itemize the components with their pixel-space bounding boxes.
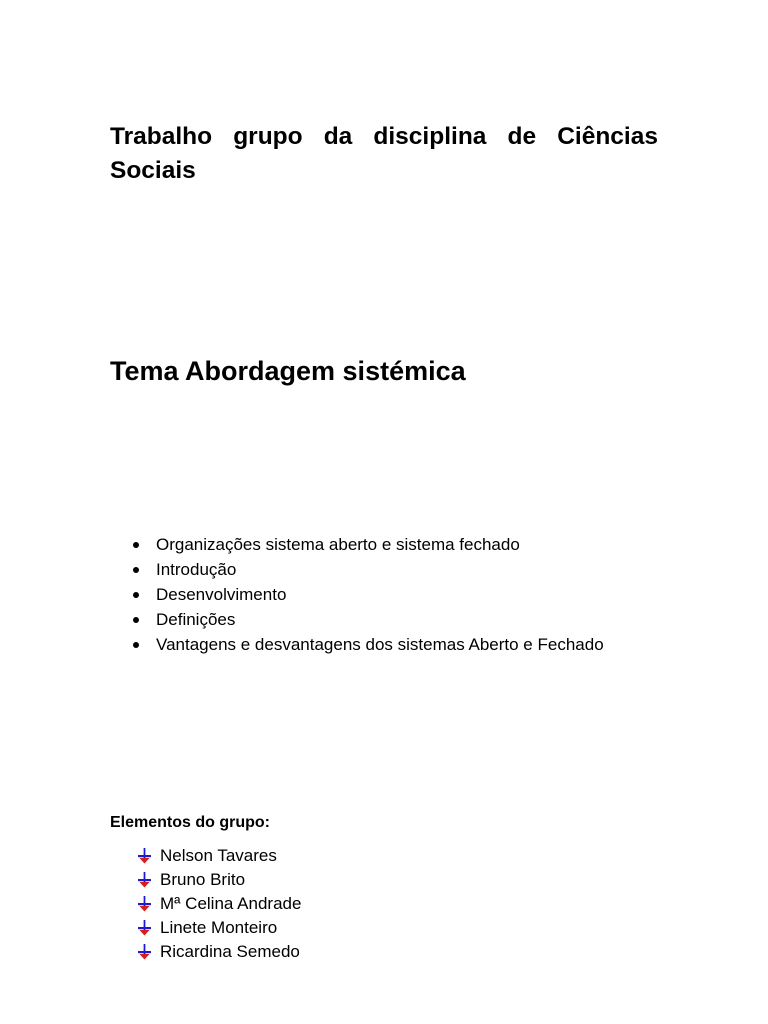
topic-label: Desenvolvimento [156,585,287,604]
member-name: Bruno Brito [160,870,246,889]
list-item [130,582,604,607]
title-line-2: Sociais [110,157,196,184]
bullet-dot [133,642,139,648]
list-item [136,892,301,916]
topic-label: Definições [156,610,236,629]
list-item [136,916,301,940]
members-list [136,844,301,964]
list-item [130,632,604,657]
member-name: Nelson Tavares [160,846,277,865]
cross-arrow-icon [136,847,153,864]
list-item [130,557,604,582]
document-title [110,120,658,188]
bullet-dot [133,617,139,623]
member-name: Linete Monteiro [160,918,278,937]
cross-arrow-icon [136,871,153,888]
topic-label: Organizações sistema aberto e sistema fechado [156,535,520,554]
list-item [136,844,301,868]
list-item [130,532,604,557]
bullet-dot [133,542,139,548]
bullet-dot [133,592,139,598]
topics-list [130,532,604,657]
cross-arrow-icon [136,895,153,912]
list-item [136,868,301,892]
theme-heading: Tema Abordagem sistémica [110,356,466,386]
topic-label: Introdução [156,560,237,579]
cross-arrow-icon [136,919,153,936]
group-heading: Elementos do grupo: [110,814,270,831]
member-name: Mª Celina Andrade [160,894,302,913]
bullet-dot [133,567,139,573]
list-item [130,607,604,632]
cross-arrow-icon [136,943,153,960]
list-item [136,940,301,964]
title-line-1: Trabalho grupo da disciplina de Ciências [110,123,658,150]
topic-label: Vantagens e desvantagens dos sistemas Aberto e Fechado [156,635,604,654]
member-name: Ricardina Semedo [160,942,300,961]
